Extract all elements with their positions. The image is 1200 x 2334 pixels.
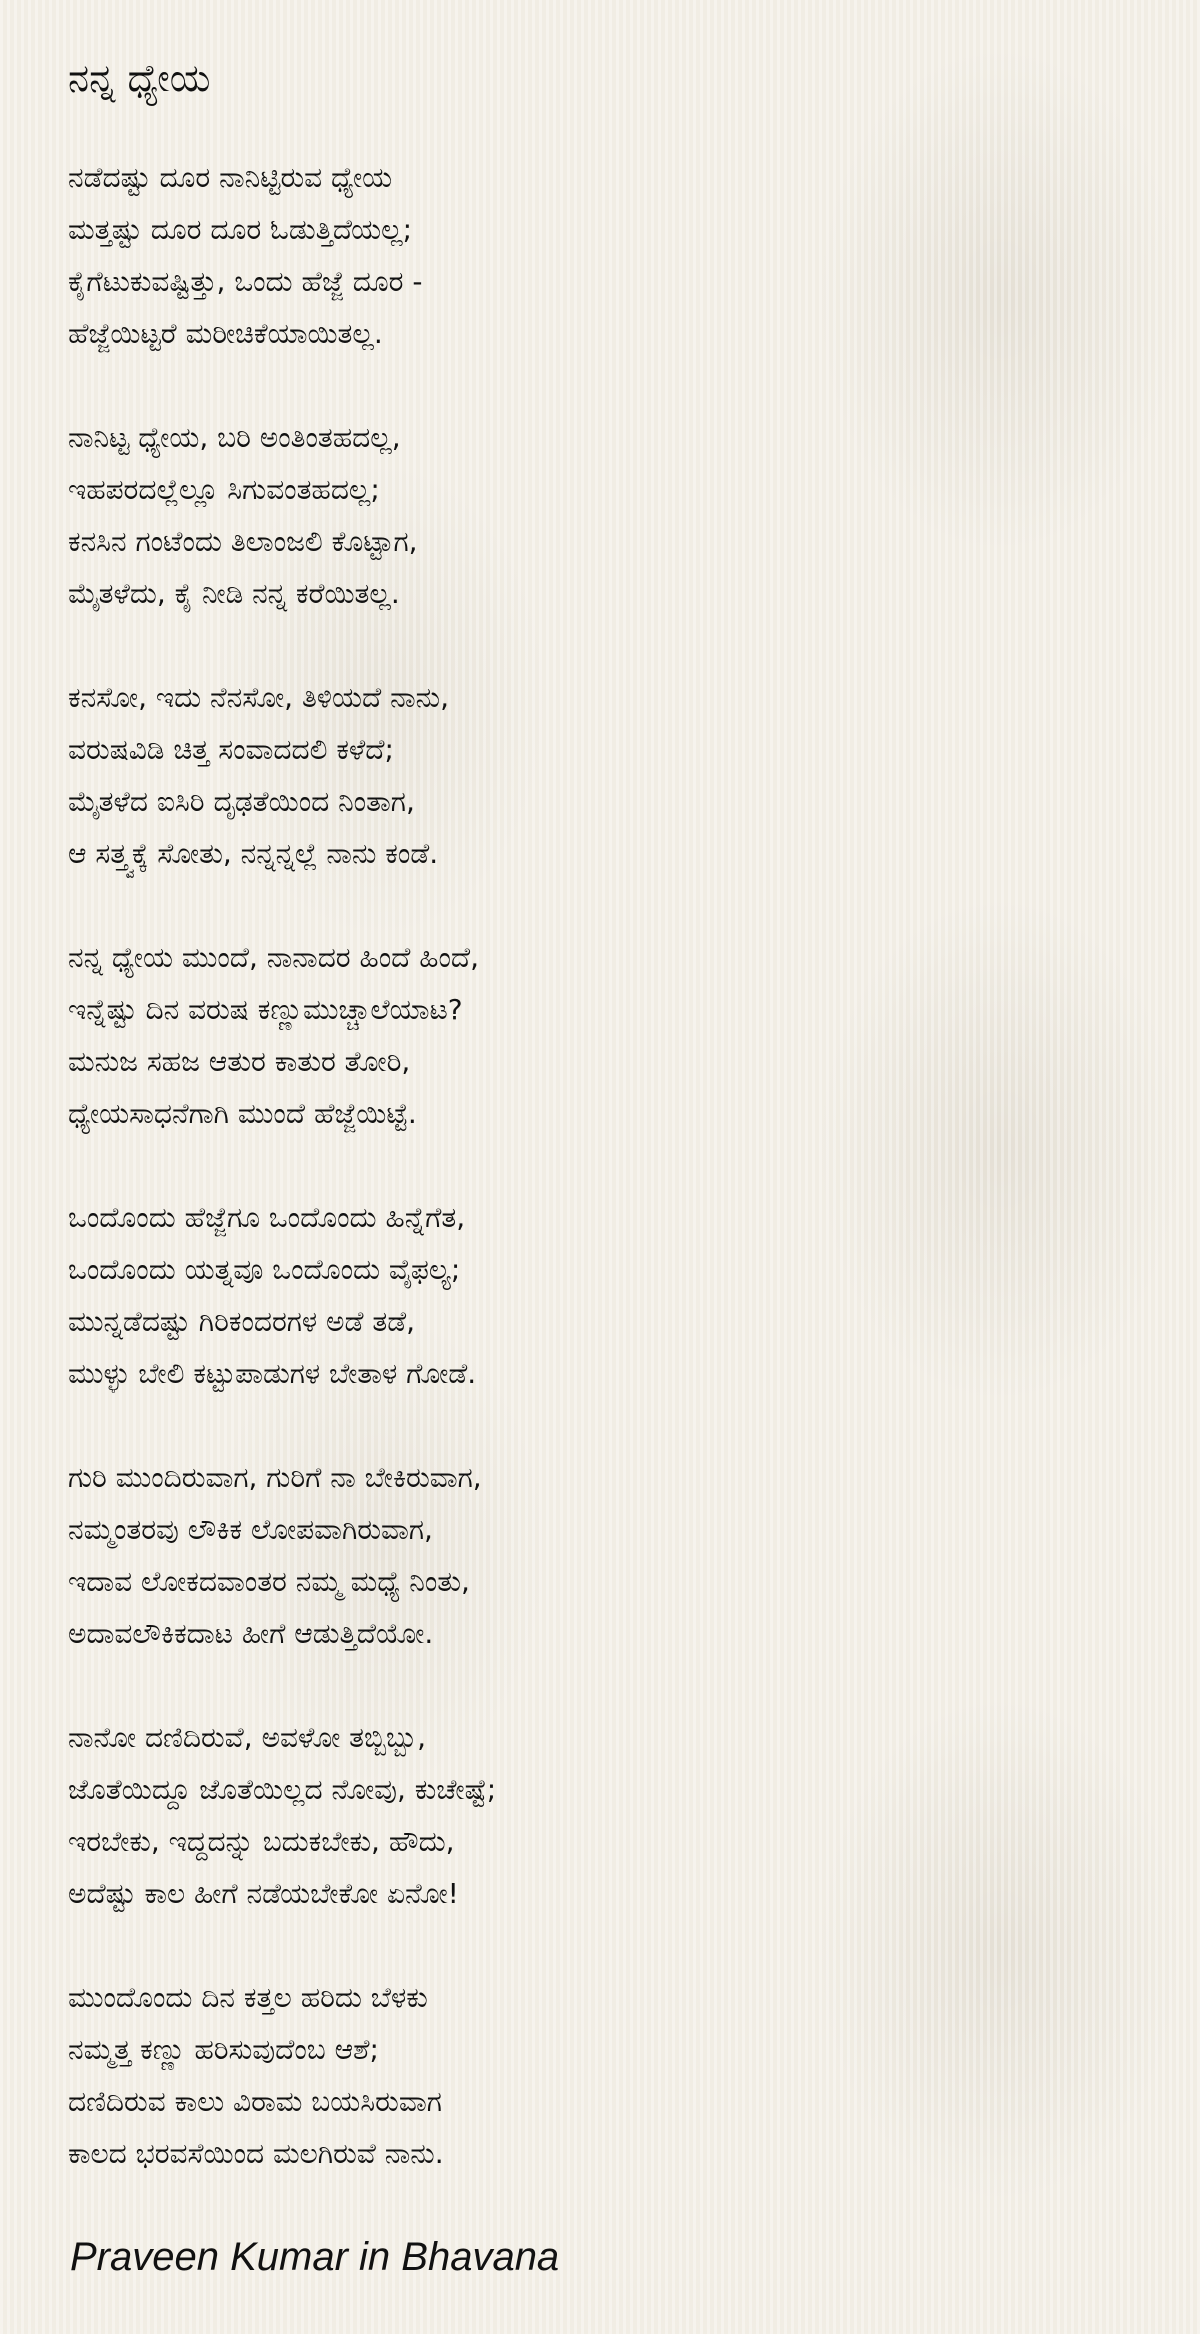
- stanza-2: [68, 412, 1128, 620]
- poem-line: ಹೆಜ್ಜೆಯಿಟ್ಟರೆ ಮರೀಚಿಕೆಯಾಯಿತಲ್ಲ.: [68, 317, 383, 350]
- poem-line: ಕಾಲದ ಭರವಸೆಯಿಂದ ಮಲಗಿರುವೆ ನಾನು.: [68, 2137, 444, 2170]
- poem-line: ನಾನೋ ದಣಿದಿರುವೆ, ಅವಳೋ ತಬ್ಬಿಬ್ಬು,: [68, 1721, 426, 1754]
- poem-line: ನನ್ನ ಧ್ಯೇಯ ಮುಂದೆ, ನಾನಾದರ ಹಿಂದೆ ಹಿಂದೆ,: [68, 941, 479, 974]
- poem-line: ಇಹಪರದಲ್ಲೆಲ್ಲೂ ಸಿಗುವಂತಹದಲ್ಲ;: [68, 473, 380, 506]
- poem-line: ಕನಸಿನ ಗಂಟೆಂದು ತಿಲಾಂಜಲಿ ಕೊಟ್ಟಾಗ,: [68, 525, 418, 558]
- poem-line: ನಮ್ಮಂತರವು ಲೌಕಿಕ ಲೋಪವಾಗಿರುವಾಗ,: [68, 1513, 433, 1546]
- poem-line: ನಮ್ಮತ್ತ ಕಣ್ಣು ಹರಿಸುವುದೆಂಬ ಆಶೆ;: [68, 2033, 379, 2066]
- poem-line: ಧ್ಯೇಯಸಾಧನೆಗಾಗಿ ಮುಂದೆ ಹೆಜ್ಜೆಯಿಟ್ಟೆ.: [68, 1097, 417, 1130]
- poem-container: [68, 48, 1128, 2232]
- stanza-6: [68, 1452, 1128, 1660]
- poem-line: ಇರಬೇಕು, ಇದ್ದದನ್ನು ಬದುಕಬೇಕು, ಹೌದು,: [68, 1825, 455, 1858]
- poem-line: ವರುಷವಿಡಿ ಚಿತ್ತ ಸಂವಾದದಲಿ ಕಳೆದೆ;: [68, 733, 394, 766]
- poem-line: ನಾನಿಟ್ಟ ಧ್ಯೇಯ, ಬರಿ ಅಂತಿಂತಹದಲ್ಲ,: [68, 421, 401, 454]
- poem-line: ಗುರಿ ಮುಂದಿರುವಾಗ, ಗುರಿಗೆ ನಾ ಬೇಕಿರುವಾಗ,: [68, 1461, 482, 1494]
- poem-line: ಕೈಗೆಟುಕುವಷ್ಟಿತ್ತು, ಒಂದು ಹೆಜ್ಜೆ ದೂರ -: [68, 265, 423, 298]
- poem-line: ಅದೆಷ್ಟು ಕಾಲ ಹೀಗೆ ನಡೆಯಬೇಕೋ ಏನೋ!: [68, 1877, 459, 1910]
- poem-line: ಮೈತಳೆದ ಐಸಿರಿ ದೃಢತೆಯಿಂದ ನಿಂತಾಗ,: [68, 785, 415, 818]
- poem-line: ಒಂದೊಂದು ಯತ್ನವೂ ಒಂದೊಂದು ವೈಫಲ್ಯ;: [68, 1253, 461, 1286]
- poem-line: ಮತ್ತಷ್ಟು ದೂರ ದೂರ ಓಡುತ್ತಿದೆಯಲ್ಲ;: [68, 213, 413, 246]
- poem-line: ಒಂದೊಂದು ಹೆಜ್ಜೆಗೂ ಒಂದೊಂದು ಹಿನ್ನೆಗೆತ,: [68, 1201, 466, 1234]
- poem-line: ಮೈತಳೆದು, ಕೈ ನೀಡಿ ನನ್ನ ಕರೆಯಿತಲ್ಲ.: [68, 577, 400, 610]
- poem-line: ಇನ್ನೆಷ್ಟು ದಿನ ವರುಷ ಕಣ್ಣುಮುಚ್ಚಾಲೆಯಾಟ?: [68, 993, 463, 1026]
- author-credit: Praveen Kumar in Bhavana: [70, 2235, 560, 2279]
- poem-line: ನಡೆದಷ್ಟು ದೂರ ನಾನಿಟ್ಟಿರುವ ಧ್ಯೇಯ: [68, 161, 393, 194]
- poem-line: ಮುನ್ನಡೆದಷ್ಟು ಗಿರಿಕಂದರಗಳ ಅಡೆ ತಡೆ,: [68, 1305, 416, 1338]
- poem-line: ಕನಸೋ, ಇದು ನೆನಸೋ, ತಿಳಿಯದೆ ನಾನು,: [68, 681, 449, 714]
- poem-line: ಮನುಜ ಸಹಜ ಆತುರ ಕಾತುರ ತೋರಿ,: [68, 1045, 411, 1078]
- stanza-3: [68, 672, 1128, 880]
- stanza-8: [68, 1972, 1128, 2180]
- stanza-4: [68, 932, 1128, 1140]
- stanza-5: [68, 1192, 1128, 1400]
- poem-line: ಮುಂದೊಂದು ದಿನ ಕತ್ತಲ ಹರಿದು ಬೆಳಕು: [68, 1981, 428, 2014]
- poem-title: ನನ್ನ ಧ್ಯೇಯ: [68, 56, 211, 100]
- stanza-7: [68, 1712, 1128, 1920]
- poem-line: ಮುಳ್ಳು ಬೇಲಿ ಕಟ್ಟುಪಾಡುಗಳ ಬೇತಾಳ ಗೋಡೆ.: [68, 1357, 477, 1390]
- poem-line: ಜೊತೆಯಿದ್ದೂ ಜೊತೆಯಿಲ್ಲದ ನೋವು, ಕುಚೇಷ್ಟೆ;: [68, 1773, 497, 1806]
- poem-line: ಅದಾವಲೌಕಿಕದಾಟ ಹೀಗೆ ಆಡುತ್ತಿದೆಯೋ.: [68, 1617, 434, 1650]
- poem-line: ದಣಿದಿರುವ ಕಾಲು ವಿರಾಮ ಬಯಸಿರುವಾಗ: [68, 2085, 442, 2118]
- stanza-1: [68, 152, 1128, 360]
- poem-line: ಆ ಸತ್ತ್ವಕ್ಕೆ ಸೋತು, ನನ್ನನ್ನಲ್ಲೆ ನಾನು ಕಂಡೆ.: [68, 837, 439, 870]
- poem-line: ಇದಾವ ಲೋಕದವಾಂತರ ನಮ್ಮ ಮಧ್ಯೆ ನಿಂತು,: [68, 1565, 470, 1598]
